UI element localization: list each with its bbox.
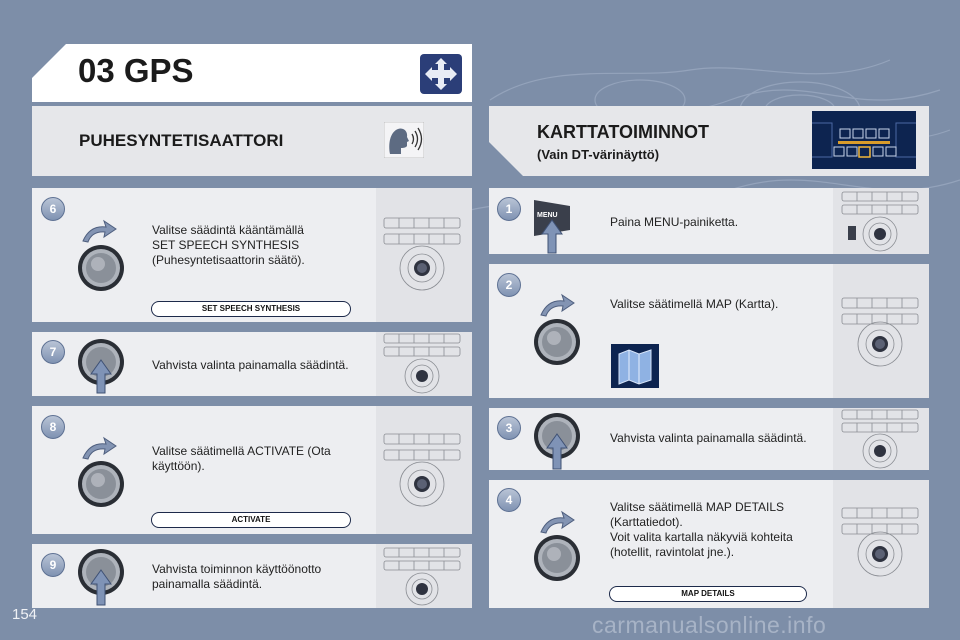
text-line: SET SPEECH SYNTHESIS	[152, 238, 300, 252]
text-line: Vahvista valinta painamalla säädintä.	[152, 358, 349, 372]
step-number: 7	[41, 340, 65, 364]
menu-option-pill: SET SPEECH SYNTHESIS	[151, 301, 351, 317]
dial-knob-icon[interactable]	[77, 460, 125, 508]
rotate-arrow-icon	[538, 510, 576, 534]
step-number: 4	[497, 488, 521, 512]
text-line: (Karttatiedot).	[610, 515, 683, 529]
dial-knob-icon[interactable]	[533, 534, 581, 582]
control-panel-icon	[380, 332, 464, 394]
step-4-text	[610, 500, 830, 560]
menu-option-pill: ACTIVATE	[151, 512, 351, 528]
rotate-arrow-icon	[80, 219, 118, 243]
text-line: Vahvista toiminnon käyttöönotto	[152, 562, 322, 576]
step-number: 8	[41, 415, 65, 439]
step-number: 1	[497, 197, 521, 221]
step-9-text	[152, 562, 362, 592]
text-line: Vahvista valinta painamalla säädintä.	[610, 431, 807, 445]
left-section-title: PUHESYNTETISAATTORI	[79, 131, 284, 150]
step-3-text	[610, 431, 830, 446]
dial-press-icon[interactable]	[77, 548, 125, 606]
control-panel-icon	[838, 190, 922, 252]
rotate-arrow-icon	[80, 436, 118, 460]
control-panel-icon	[838, 408, 922, 470]
control-panel-icon	[380, 430, 464, 508]
step-7-text	[152, 358, 372, 373]
rotate-arrow-icon	[538, 293, 576, 317]
navigation-cross-arrow-icon	[420, 54, 462, 94]
menu-option-pill: MAP DETAILS	[609, 586, 807, 602]
page-title: 03 GPS	[78, 52, 194, 89]
speaking-head-icon	[384, 122, 424, 158]
step-1-text	[610, 215, 820, 230]
page-number: 154	[12, 606, 38, 623]
control-panel-icon	[838, 504, 922, 582]
text-line: (Puhesyntetisaattorin säätö).	[152, 253, 305, 267]
text-line: Paina MENU-painiketta.	[610, 215, 739, 229]
step-8-text	[152, 444, 362, 474]
control-panel-icon	[838, 294, 922, 372]
step-number: 3	[497, 416, 521, 440]
text-line: painamalla säädintä.	[152, 577, 263, 591]
text-line: (hotellit, ravintolat jne.).	[610, 545, 735, 559]
dial-knob-icon[interactable]	[533, 318, 581, 366]
menu-button-icon[interactable]	[530, 196, 574, 254]
text-line: Valitse säätimellä ACTIVATE (Ota	[152, 444, 331, 458]
menu-button-label: MENU	[537, 212, 558, 219]
dial-press-icon[interactable]	[77, 338, 125, 394]
dial-knob-icon[interactable]	[77, 244, 125, 292]
text-line: Voit valita kartalla näkyviä kohteita	[610, 530, 793, 544]
step-number: 2	[497, 273, 521, 297]
control-panel-icon	[380, 214, 464, 292]
dial-press-icon[interactable]	[533, 412, 581, 470]
text-line: Valitse säätimellä MAP (Kartta).	[610, 297, 779, 311]
text-line: Valitse säätimellä MAP DETAILS	[610, 500, 785, 514]
watermark: carmanualsonline.info	[592, 612, 827, 638]
text-line: Valitse säädintä kääntämällä	[152, 223, 304, 237]
screen-menu-grid-icon	[812, 111, 916, 169]
step-number: 9	[41, 553, 65, 577]
right-section-title: KARTTATOIMINNOT	[537, 122, 709, 142]
folded-map-icon	[611, 344, 659, 388]
control-panel-icon	[380, 546, 464, 606]
text-line: käyttöön).	[152, 459, 205, 473]
step-2-text	[610, 297, 820, 312]
right-section-subtitle: (Vain DT-värinäyttö)	[537, 147, 660, 162]
step-number: 6	[41, 197, 65, 221]
step-6-text	[152, 223, 362, 268]
